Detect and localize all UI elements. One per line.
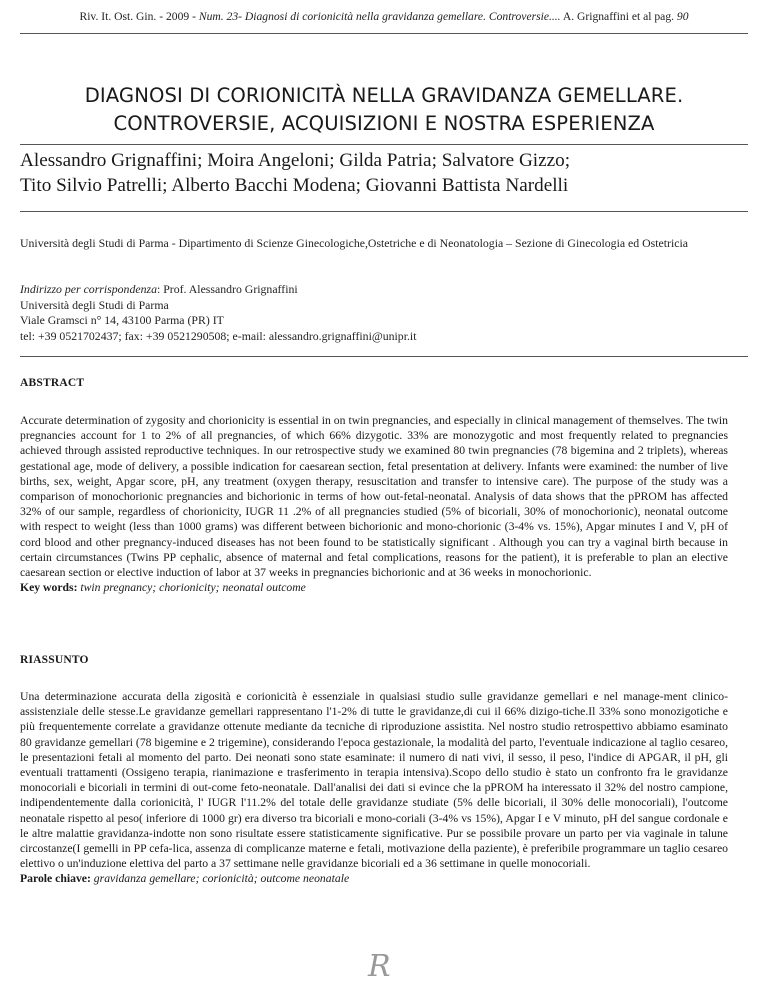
abstract-keywords: [20, 580, 728, 595]
abstract-section: [20, 413, 728, 595]
header-rule: [20, 33, 748, 34]
abstract-text: Accurate determination of zygosity and chorionicity is essential in on twin pregnancies, and especially in clinical management of themselves. The twin pregnancies account for 1 to 2% of all pregnancies, of which 66% dizygotic. 33% are monozygotic and most frequently related to pregnancies achieved through assisted reproductive techniques. In our retrospective study we examined 80 twin pregnancies (78 bigemina and 2 triplets), whereas gestational age, mode of delivery, a possible indication for caesarean section, fetal presentation at delivery. Infants were examined: the number of live births, sex, weight, Apgar score, pH, any treatment (oxygen therapy, resuscitation and transfer to intensive care). The purpose of the study was a comparison of monochorionic pregnancies and bichorionic in terms of how out-fetal-neonatal. Analysis of data shows that the pPROM has affected 32% of our sample, regardless of chorionicity, IUGR 11 .2% of all pregnancies studied (5% of bicoriali, 30% of monochorionic), neonatal outcome with respect to weight (less than 1000 grams) was different between bichorionic and mono-chorionic (3-4% vs. 15%), Apgar minutes I and V, pH of cord blood and other pregnancy-induced diseases has not been found to be statistically significant . Although you can try a vaginal birth because in certain circumstances (Twins PP cephalic, absence of maternal and fetal complications, reasons for the patient), it is preferable to plan an elective caesarean section or elective induction of labor at 37 weeks in pregnancies bichorionic and at 36 weeks in monochorionic.: [20, 414, 728, 580]
title-line-1: DIAGNOSI DI CORIONICITÀ NELLA GRAVIDANZA GEMELLARE.: [84, 84, 684, 107]
author-list: [20, 149, 748, 198]
keywords-text: twin pregnancy; chorionicity; neonatal outcome: [77, 581, 306, 595]
page-number: 90: [676, 10, 689, 23]
riassunto-section: [20, 689, 728, 887]
parole-chiave-text: gravidanza gemellare; corionicità; outcome neonatale: [90, 872, 350, 886]
journal-logo: R: [368, 949, 391, 984]
correspondence-rule: [20, 356, 748, 357]
authors-line-2: Tito Silvio Patrelli; Alberto Bacchi Modena; Giovanni Battista Nardelli: [20, 174, 569, 196]
parole-chiave-label: Parole chiave:: [20, 872, 91, 886]
authors-line-1: Alessandro Grignaffini; Moira Angeloni; Gilda Patria; Salvatore Gizzo;: [20, 150, 571, 171]
correspondence-name: : Prof. Alessandro Grignaffini: [156, 282, 298, 296]
correspondence-address: Viale Gramsci n° 14, 43100 Parma (PR) IT: [20, 313, 224, 328]
correspondence-contacts: tel: +39 0521702437; fax: +39 0521290508; e-mail: alessandro.grignaffini@unipr.it: [20, 328, 417, 343]
riassunto-keywords: [20, 871, 728, 886]
authors-rule: [20, 211, 748, 212]
issue-title: Num. 23- Diagnosi di corionicità nella gravidanza gemellare. Controversie....: [198, 10, 561, 23]
title-line-2: CONTROVERSIE, ACQUISIZIONI E NOSTRA ESPERIENZA: [113, 112, 655, 135]
correspondence-block: [20, 282, 748, 344]
abstract-heading: ABSTRACT: [20, 377, 85, 389]
article-title: [20, 82, 748, 138]
riassunto-text: Una determinazione accurata della zigosità e corionicità è essenziale in qualsiasi studio sulle gravidanze gemellari e nel manage-ment clinico-assistenziale delle stesse.Le gravidanze gemellari rappresentano l'1-2% di tutte le gravidanze,di cui il 66% dizigo-tiche.Il 33% sono monozigotiche e più frequentemente correlate a gravidanze ottenute mediante da tecniche di riproduzione assistita. Nel nostro studio retrospettivo abbiamo esaminato 80 gravidanze gemellari (78 bigemine e 2 trigemine), considerando l'epoca gestazionale, la modalità del parto, l'eventuale indicazione al taglio cesareo, le presentazioni fetali al momento del parto. Dei neonati sono state esaminate: il numero di nati vivi, il sesso, il peso, l'indice di APGAR, il pH, gli eventuali trattamenti (Ossigeno terapia, rianimazione e trasferimento in terapia intensiva).Scopo dello studio è stato un confronto fra le gravidanze monocoriali e bicoriali in termini di out-come feto-neonatale. Dall'analisi dei dati si evince che la pPROM ha interessato il 32% del nostro campione, indipendentemente dalla corionicità, l' IUGR l'11.2% del totale delle gravidanze studiate (5% delle bicoriali, il 30% delle monocoriali), l'outcome neonatale rispetto al peso( inferiore di 1000 gr) era diverso tra bicoriali e mono-coriali (3-4% vs 15%), Apgar I e V minuto, pH del sangue cordonale e le altre malattie gravidanza-indotte non sono risultate essere statisticamente significative. Pur se possibile provare un parto per via vaginale in talune circostanze(I gemelli in PP cefa-lica, assenza di complicanze materne e fetali, motivazione della paziente), è preferibile programmare un taglio cesareo elettivo o un'induzione elettiva del parto a 37 settimane nelle gravidanze bicoriali ed a 36 settimane in quelle monocoriali.: [20, 690, 728, 871]
correspondence-label: Indirizzo per corrispondenza: [20, 282, 157, 296]
header-authors: A. Grignaffini et al pag.: [560, 10, 677, 23]
affiliation: Università degli Studi di Parma - Dipartimento di Scienze Ginecologiche,Ostetriche e di Neonatologia – Sezione di Ginecologia ed Ostetricia: [20, 236, 688, 250]
keywords-label: Key words:: [20, 581, 78, 595]
journal-name: Riv. It. Ost. Gin. - 2009 -: [79, 10, 199, 23]
running-header: [0, 10, 768, 23]
title-rule: [20, 144, 748, 145]
correspondence-institution: Università degli Studi di Parma: [20, 297, 169, 312]
riassunto-heading: RIASSUNTO: [20, 654, 89, 666]
